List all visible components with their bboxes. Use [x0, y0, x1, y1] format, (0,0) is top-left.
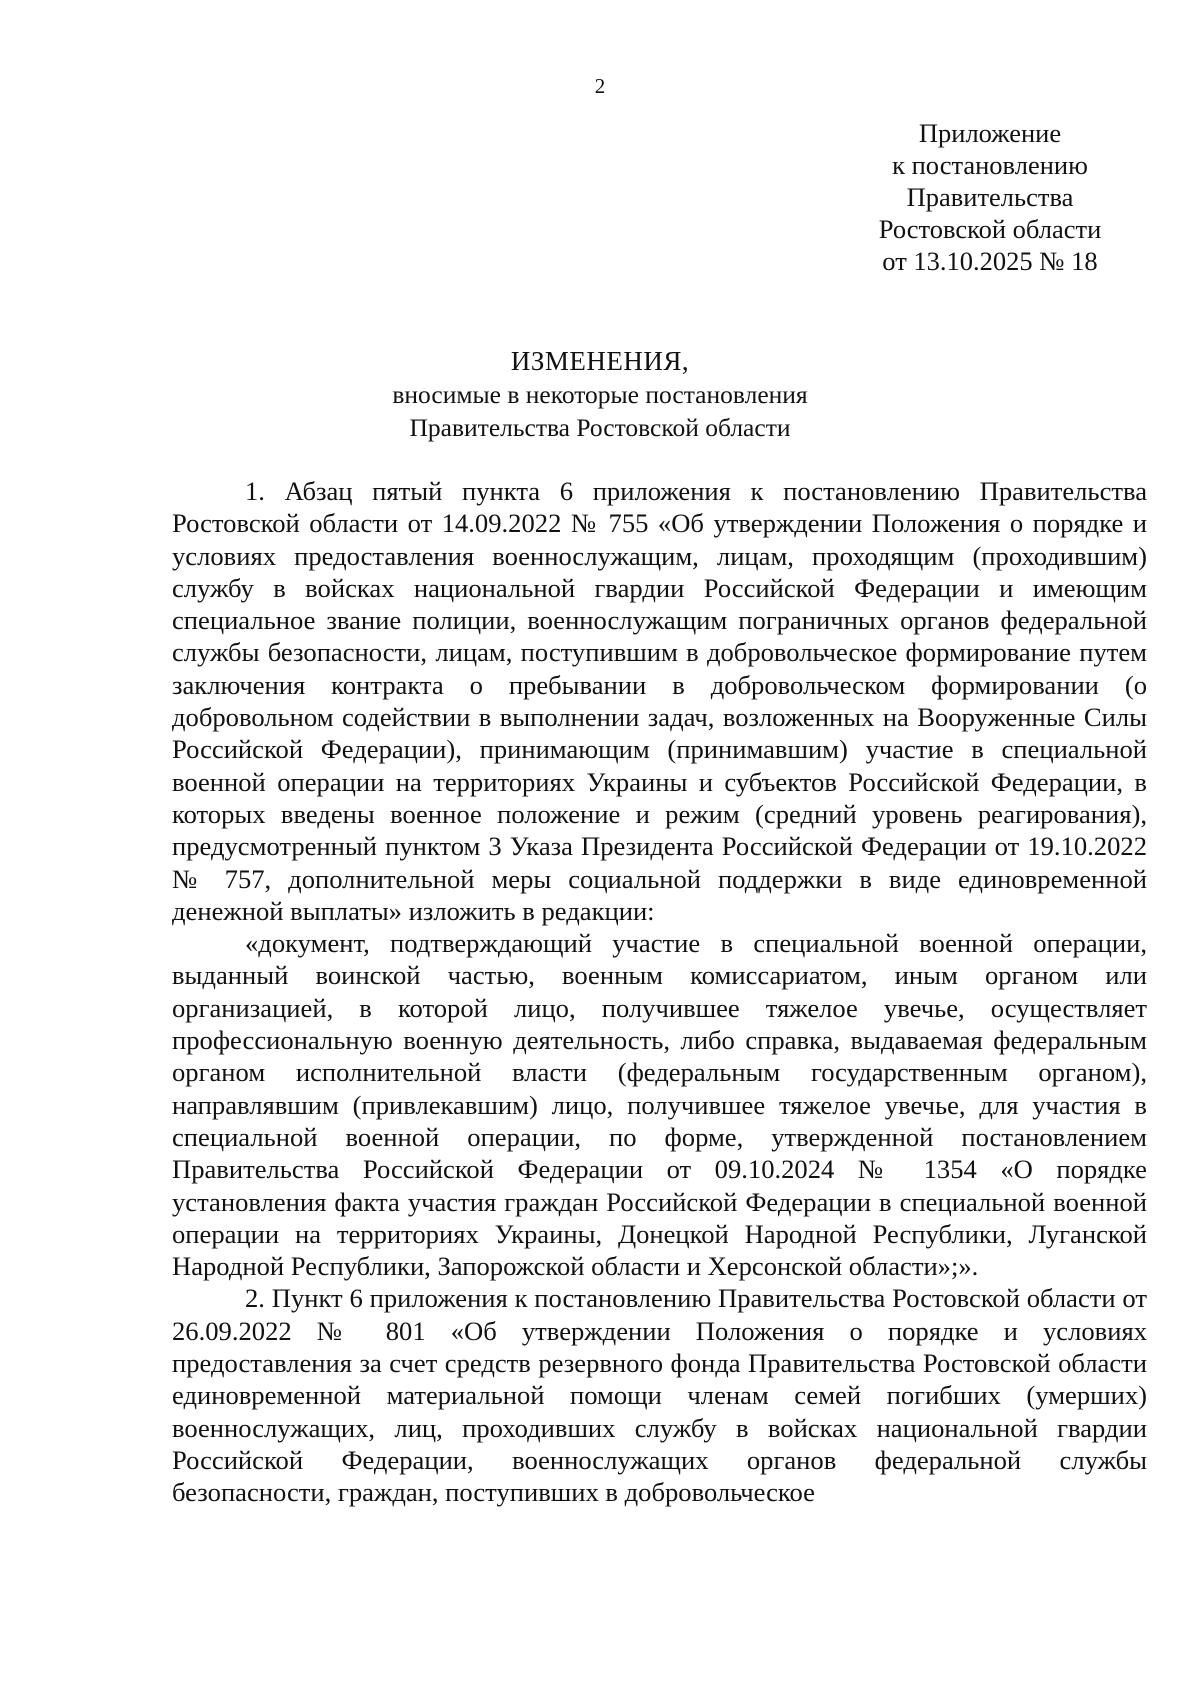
document-title: ИЗМЕНЕНИЯ,	[510, 346, 690, 376]
paragraph-quoted-text: «документ, подтверждающий участие в специальной военной операции, выданный воинской частью, военным комиссариатом, иным органом или организацией, в которой лицо, получившее тяжелое увечье, осуществляет профессиональную военную деятельность, либо справка, выдаваемая федеральным органом исполнительной власти (федеральным государственным органом), направлявшим (привлекавшим) лицо, получившее тяжелое увечье, для участия в специальной военной операции, по форме, утвержденной постановлением Правительства Российской Федерации от 09.10.2024 № 1354 «О порядке установления факта участия граждан Российской Федерации в специальной военной операции на территориях Украины, Донецкой Народной Республики, Луганской Народной Республики, Запорожской области и Херсонской области»;».	[172, 928, 1147, 1282]
annex-line-date-number: от 13.10.2025 № 18	[882, 246, 1098, 276]
annex-line-region: Ростовской области	[878, 214, 1102, 244]
document-title-block	[0, 344, 1200, 444]
paragraph-item-1: 1. Абзац пятый пункта 6 приложения к постановлению Правительства Ростовской области от 14.09.2022 № 755 «Об утверждении Положения о порядке и условиях предоставления военнослужащим, лицам, проходящим (проходившим) службу в войсках национальной гвардии Российской Федерации и имеющим специальное звание полиции, военнослужащим пограничных органов федеральной службы безопасности, лицам, поступившим в добровольческое формирование путем заключения контракта о пребывании в добровольческом формировании (о добровольном содействии в выполнении задач, возложенных на Вооруженные Силы Российской Федерации), принимающим (принимавшим) участие в специальной военной операции на территориях Украины и субъектов Российской Федерации, в которых введены военное положение и режим (средний уровень реагирования), предусмотренный пунктом 3 Указа Президента Российской Федерации от 19.10.2022 № 757, дополнительной меры социальной поддержки в виде единовременной денежной выплаты» изложить в редакции:	[172, 476, 1147, 926]
annex-line-resolution: к постановлению	[892, 150, 1088, 180]
document-subtitle-line1: вносимые в некоторые постановления	[392, 380, 808, 409]
annex-line-government: Правительства	[906, 182, 1074, 212]
document-subtitle-line2: Правительства Ростовской области	[409, 413, 791, 442]
paragraph-item-2: 2. Пункт 6 приложения к постановлению Правительства Ростовской области от 26.09.2022 № 801 «Об утверждении Положения о порядке и условиях предоставления за счет средств резервного фонда Правительства Ростовской области единовременной материальной помощи членам семей погибших (умерших) военнослужащих, лиц, проходивших службу в войсках национальной гвардии Российской Федерации, военнослужащих органов федеральной службы безопасности, граждан, поступивших в добровольческое	[172, 1283, 1147, 1508]
document-body	[172, 475, 1147, 1509]
annex-header	[820, 117, 1160, 277]
page-number: 2	[594, 74, 606, 98]
annex-line-title: Приложение	[918, 118, 1062, 148]
